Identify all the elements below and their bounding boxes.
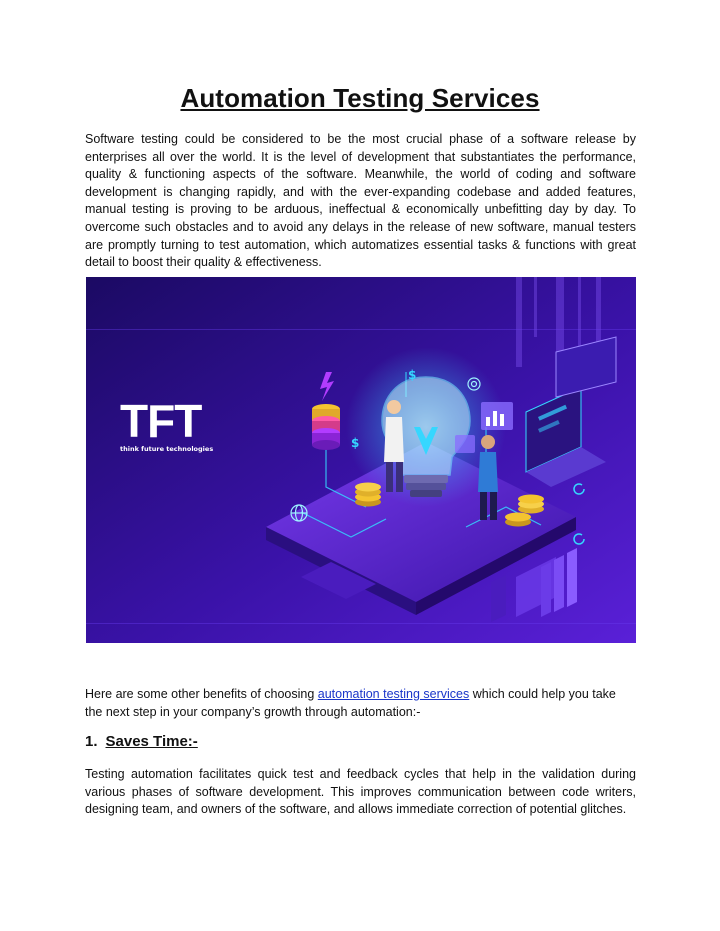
section-1-body: Testing automation facilitates quick test and feedback cycles that help in the validation during various phases of software development. This improves communication between code writers, designing team, and owners of the software, and allows immediate correction of potential glitches. — [85, 767, 636, 817]
logo-text: TFT — [120, 395, 202, 447]
benefits-intro — [85, 686, 636, 721]
benefits-text-before: Here are some other benefits of choosing — [85, 687, 318, 701]
intro-paragraph: Software testing could be considered to be the most crucial phase of a software release by enterprises all over the world. It is the level of development that substantiates the performance, quality & functioning aspects of the software. Meanwhile, the world of coding and software development is changing rapidly, and with the ever-expanding codebase and added features, manual testing is proving to be arduous, ineffectual & economically unbefitting day by day. To overcome such obstacles and to avoid any delays in the release of new software, manual testers are promptly turning to test automation, which automatizes essential tasks & functions with great detail to boost their quality & effectiveness. — [85, 132, 636, 270]
hero-illustration — [86, 277, 636, 643]
coin-stack-left — [355, 483, 381, 507]
tft-logo — [120, 395, 213, 453]
logo-subtitle: think future technologies — [120, 445, 214, 453]
page-title: Automation Testing Services — [180, 83, 540, 113]
benefits-text-after: which could help you take the next step in your company’s growth through automation:- — [85, 687, 616, 719]
automation-testing-services-link[interactable]: automation testing services — [317, 687, 470, 701]
dollar-icon: $ — [351, 436, 360, 450]
section-1-number: 1. — [85, 733, 98, 750]
section-1-heading — [85, 733, 198, 750]
dollar-icon: $ — [408, 368, 417, 382]
section-1-title: Saves Time:- — [105, 733, 198, 750]
